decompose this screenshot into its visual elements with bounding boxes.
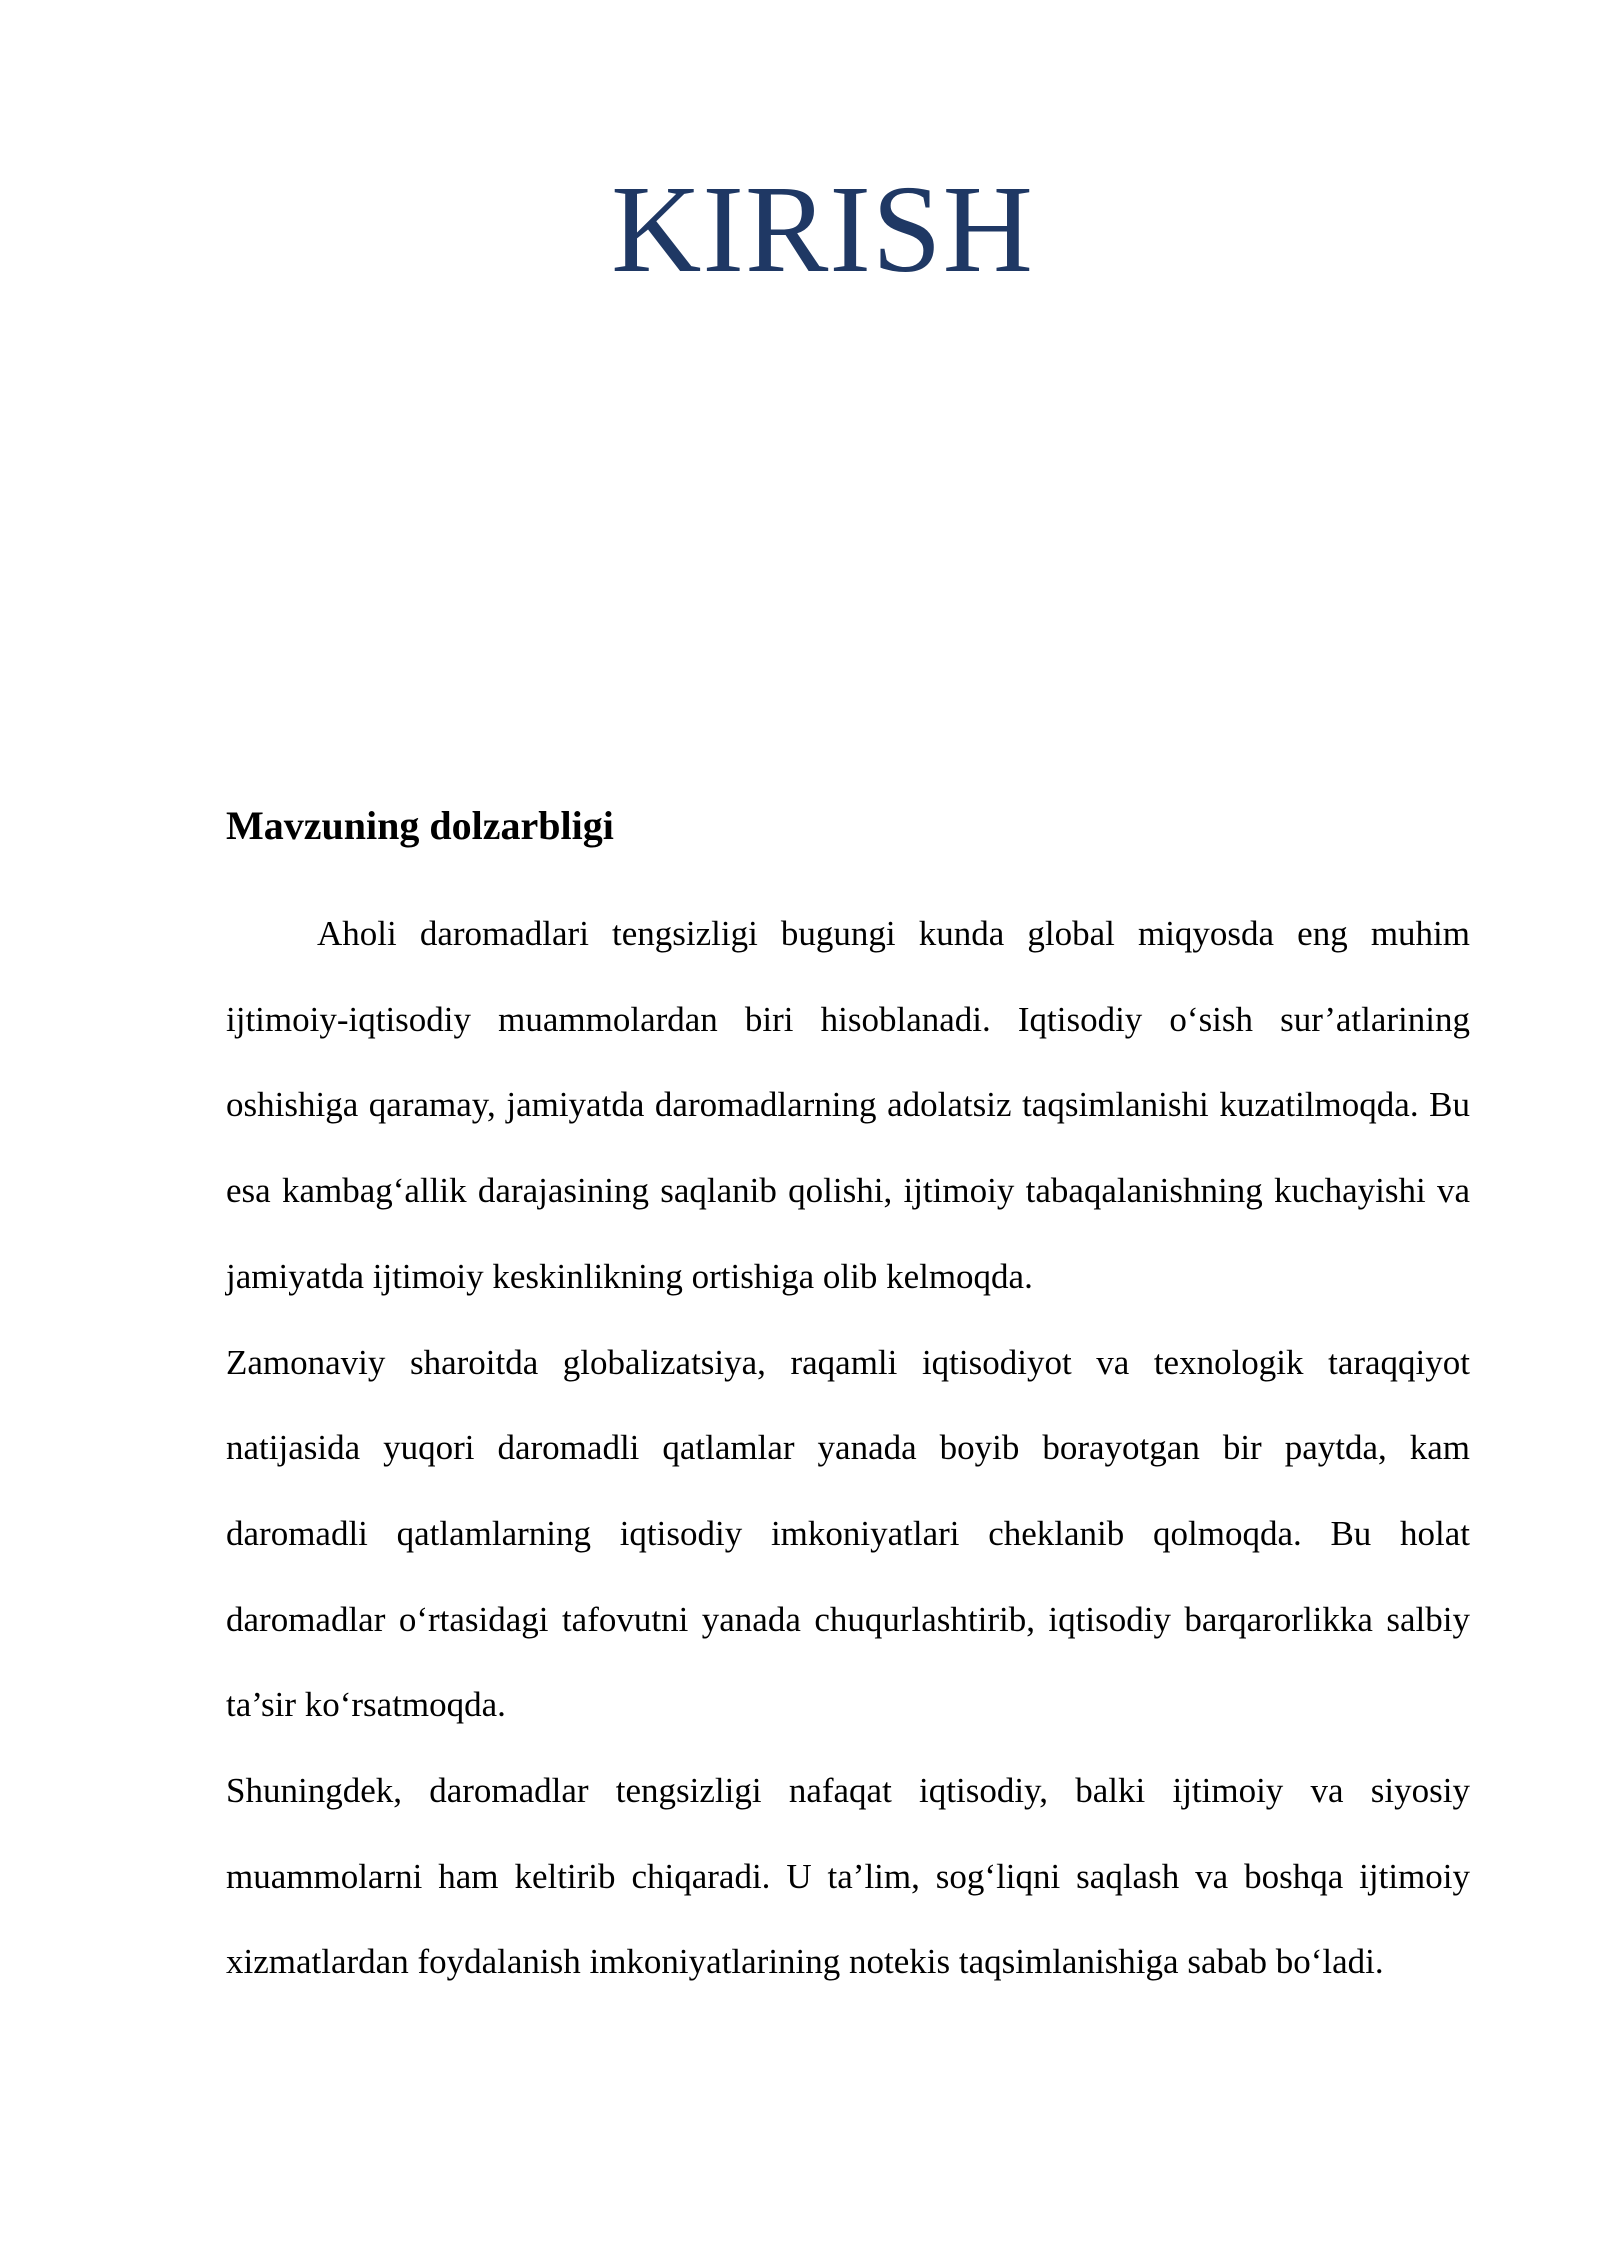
- body-text: [226, 891, 1470, 2005]
- section-heading: Mavzuning dolzarbligi: [226, 803, 614, 848]
- page-title: KIRISH: [611, 161, 1034, 299]
- paragraph: Zamonaviy sharoitda globalizatsiya, raqamli iqtisodiyot va texnologik taraqqiyot natijasida yuqori daromadli qatlamlar yanada boyib borayotgan bir paytda, kam daromadli qatlamlarning iqtisodiy imkoniyatlari cheklanib qolmoqda. Bu holat daromadlar o‘rtasidagi tafovutni yanada chuqurlashtirib, iqtisodiy barqarorlikka salbiy ta’sir ko‘rsatmoqda.: [226, 1342, 1470, 1725]
- paragraph: Shuningdek, daromadlar tengsizligi nafaqat iqtisodiy, balki ijtimoiy va siyosiy muammolarni ham keltirib chiqaradi. U ta’lim, sog‘liqni saqlash va boshqa ijtimoiy xizmatlardan foydalanish imkoniyatlarining notekis taqsimlanishiga sabab bo‘ladi.: [226, 1771, 1470, 1982]
- paragraph: Aholi daromadlari tengsizligi bugungi kunda global miqyosda eng muhim ijtimoiy-iqtisodiy muammolardan biri hisoblanadi. Iqtisodiy o‘sish sur’atlarining oshishiga qaramay, jamiyatda daromadlarning adolatsiz taqsimlanishi kuzatilmoqda. Bu esa kambag‘allik darajasining saqlanib qolishi, ijtimoiy tabaqalanishning kuchayishi va jamiyatda ijtimoiy keskinlikning ortishiga olib kelmoqda.: [226, 914, 1470, 1296]
